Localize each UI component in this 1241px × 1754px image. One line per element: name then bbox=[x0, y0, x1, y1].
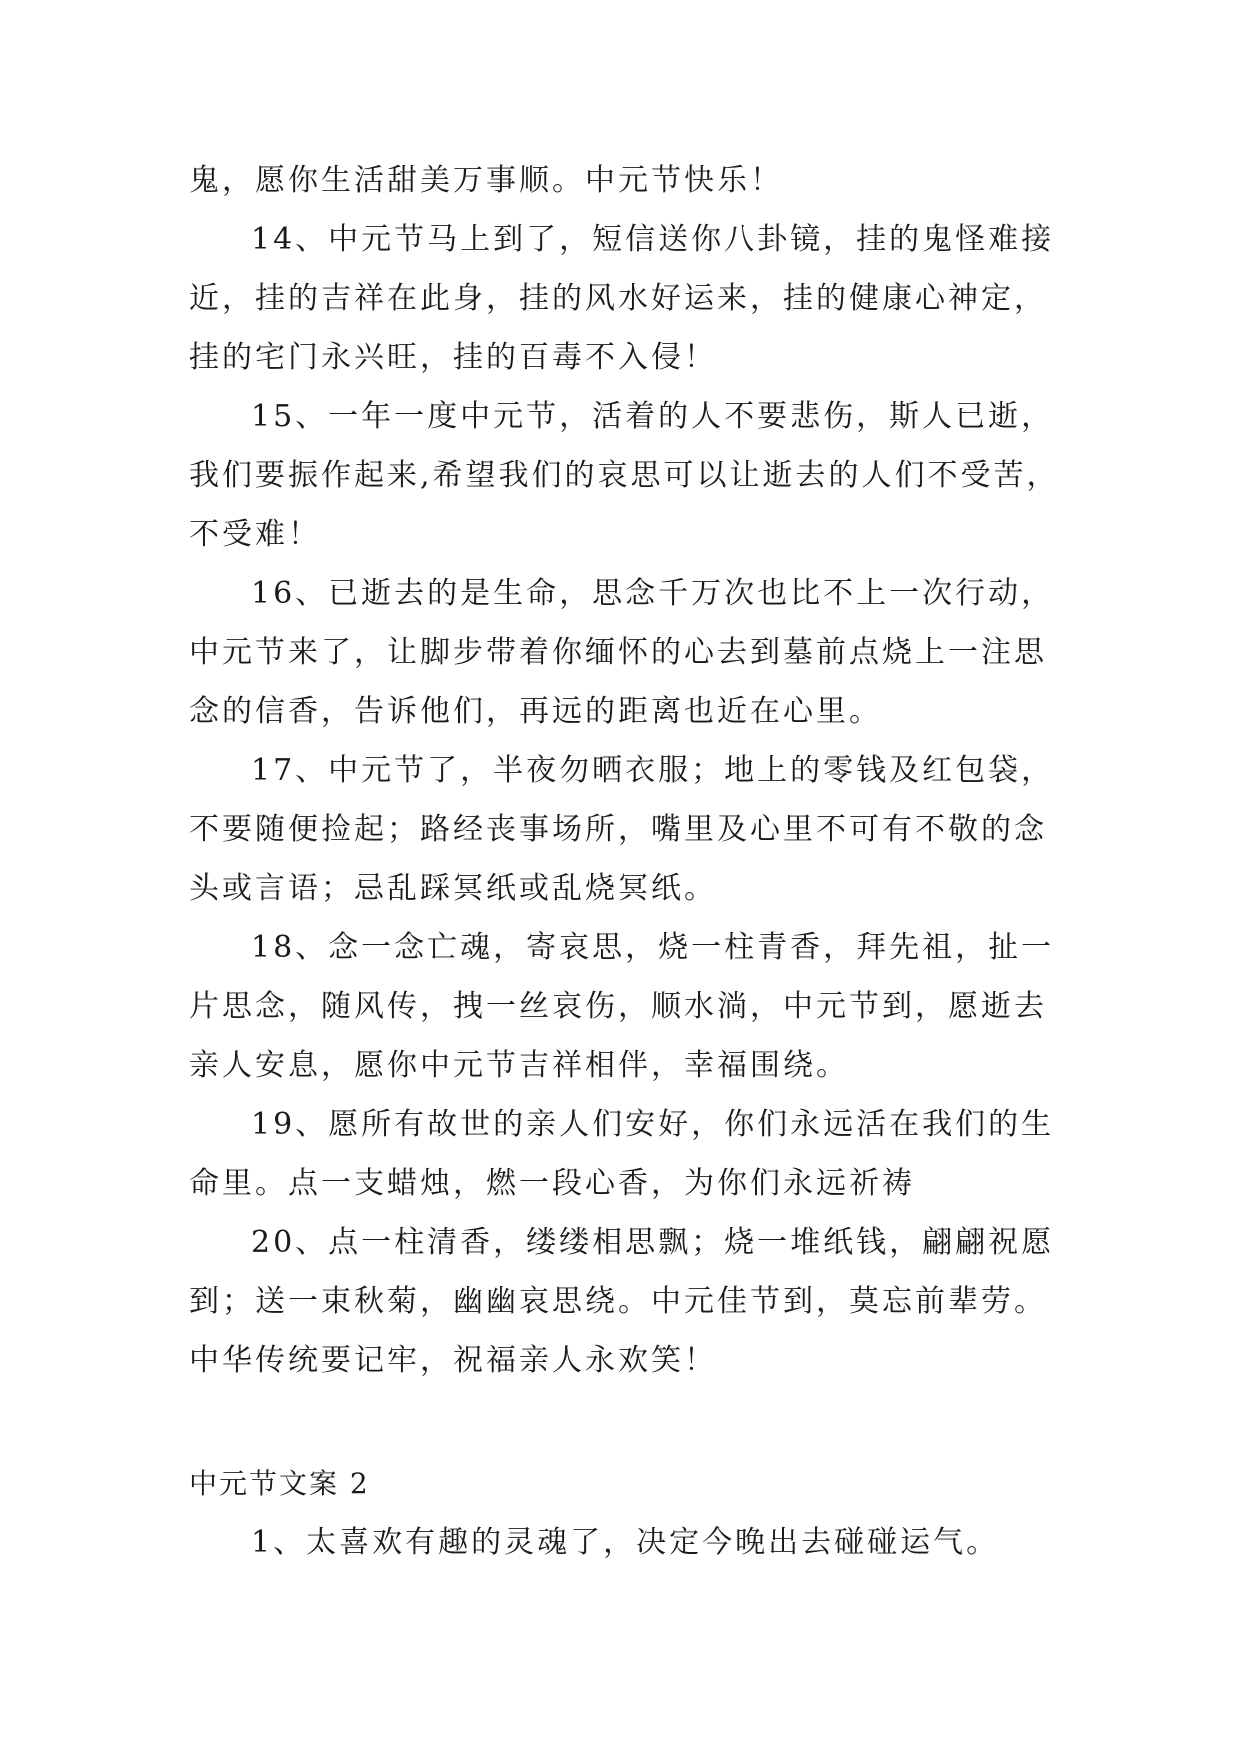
text-line: 片思念，随风传，拽一丝哀伤，顺水淌，中元节到，愿逝去 bbox=[189, 989, 1047, 1024]
text-line: 亲人安息，愿你中元节吉祥相伴，幸福围绕。 bbox=[189, 1048, 849, 1083]
text-line: 17、中元节了，半夜勿晒衣服；地上的零钱及红包袋， bbox=[251, 753, 1055, 788]
text-line: 到；送一束秋菊，幽幽哀思绕。中元佳节到，莫忘前辈劳。 bbox=[189, 1284, 1047, 1319]
text-line: 挂的宅门永兴旺，挂的百毒不入侵！ bbox=[189, 340, 717, 375]
text-line: 鬼，愿你生活甜美万事顺。中元节快乐！ bbox=[189, 163, 783, 198]
text-line: 中华传统要记牢，祝福亲人永欢笑！ bbox=[189, 1343, 717, 1378]
section-heading: 中元节文案 2 bbox=[189, 1467, 370, 1500]
section-spacer bbox=[189, 1390, 1059, 1454]
text-line: 我们要振作起来,希望我们的哀思可以让逝去的人们不受苦， bbox=[189, 458, 1060, 493]
text-line: 头或言语；忌乱踩冥纸或乱烧冥纸。 bbox=[189, 871, 717, 906]
text-line: 18、念一念亡魂，寄哀思，烧一柱青香，拜先祖，扯一 bbox=[251, 930, 1055, 965]
text-line: 不要随便捡起；路经丧事场所，嘴里及心里不可有不敬的念 bbox=[189, 812, 1047, 847]
text-line: 15、一年一度中元节，活着的人不要悲伤，斯人已逝， bbox=[251, 399, 1055, 434]
text-line: 不受难！ bbox=[189, 517, 321, 552]
text-line: 命里。点一支蜡烛，燃一段心香，为你们永远祈祷 bbox=[189, 1166, 915, 1201]
text-line: 近，挂的吉祥在此身，挂的风水好运来，挂的健康心神定， bbox=[189, 281, 1047, 316]
document-body bbox=[189, 151, 1059, 1572]
text-line: 1、太喜欢有趣的灵魂了，决定今晚出去碰碰运气。 bbox=[251, 1525, 1000, 1560]
text-line: 14、中元节马上到了，短信送你八卦镜，挂的鬼怪难接 bbox=[251, 222, 1055, 257]
text-line: 19、愿所有故世的亲人们安好，你们永远活在我们的生 bbox=[251, 1107, 1055, 1142]
text-line: 念的信香，告诉他们，再远的距离也近在心里。 bbox=[189, 694, 882, 729]
text-line: 20、点一柱清香，缕缕相思飘；烧一堆纸钱，翩翩祝愿 bbox=[251, 1225, 1055, 1260]
text-line: 16、已逝去的是生命，思念千万次也比不上一次行动， bbox=[251, 576, 1055, 611]
text-line: 中元节来了，让脚步带着你缅怀的心去到墓前点烧上一注思 bbox=[189, 635, 1047, 670]
